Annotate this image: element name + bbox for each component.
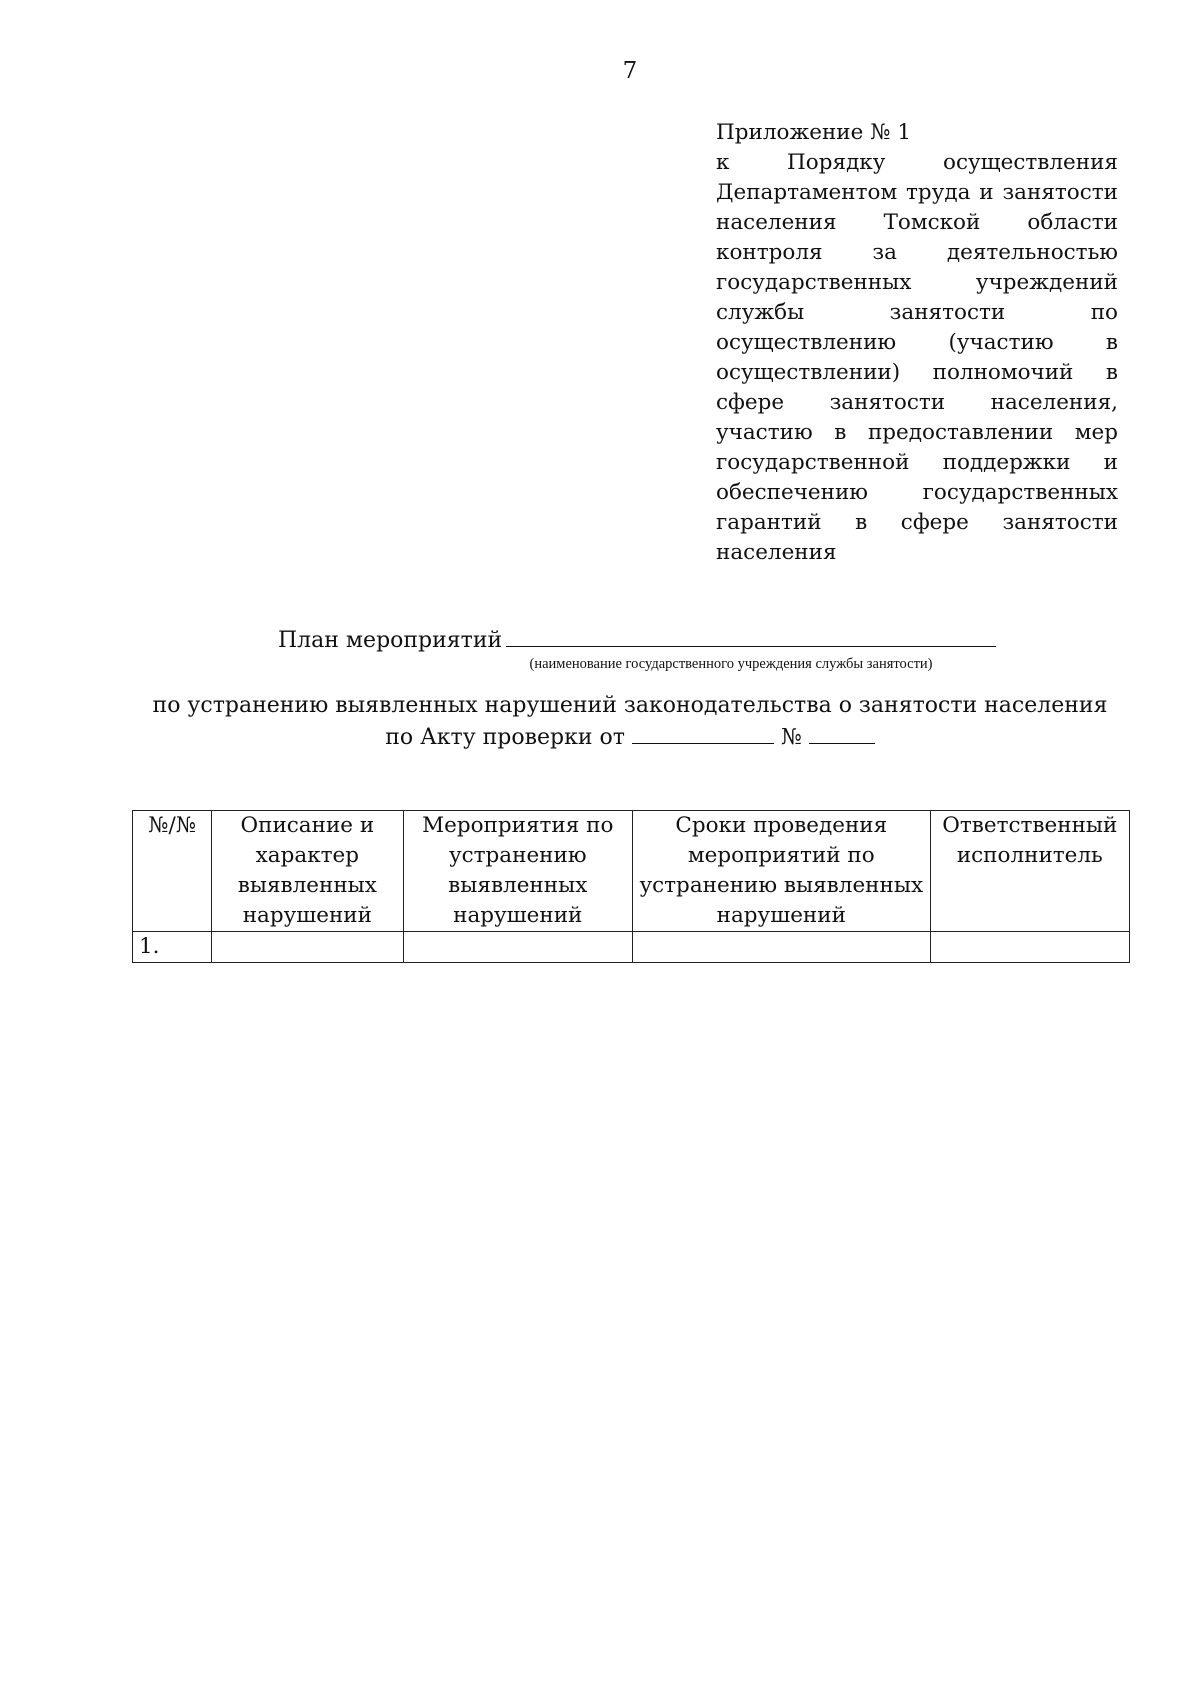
header-description: Описание и характер выявленных нарушений [212, 811, 403, 932]
cell-description [212, 932, 403, 963]
appendix-body: к Порядку осуществления Департаментом труда и занятости населения Томской области контроля за деятельностью государственных учреждений службы занятости по осуществлению (участию в осуществлении) полномочий в сфере занятости населения, участию в предоставлении мер государственной поддержки и обеспечению государственных гарантий в сфере занятости населения [716, 150, 1118, 565]
header-number: №/№ [133, 811, 212, 932]
appendix-title: Приложение № 1 [716, 120, 912, 145]
cell-number: 1. [133, 932, 212, 963]
plan-subtitle [0, 690, 1200, 754]
plan-title: План мероприятий [278, 628, 503, 653]
org-name-blank [506, 628, 996, 647]
act-number-blank [809, 723, 875, 744]
cell-responsible [930, 932, 1129, 963]
subtitle-line-1: по устранению выявленных нарушений законодательства о занятости населения [152, 693, 1108, 718]
header-measures: Мероприятия по устранению выявленных нарушений [403, 811, 632, 932]
act-prefix: по Акту проверки от [385, 725, 625, 750]
act-date-blank [632, 723, 774, 744]
page-number: 7 [622, 58, 638, 84]
table-row [133, 932, 1130, 963]
header-deadlines: Сроки проведения мероприятий по устранению выявленных нарушений [632, 811, 930, 932]
plan-title-line [278, 628, 996, 653]
cell-measures [403, 932, 632, 963]
plan-table [132, 810, 1130, 963]
org-name-caption: (наименование государственного учреждения службы занятости) [529, 656, 933, 672]
header-responsible: Ответственный исполнитель [930, 811, 1129, 932]
cell-deadlines [632, 932, 930, 963]
appendix-block [716, 118, 1118, 568]
table-header-row [133, 811, 1130, 932]
act-number-sign: № [780, 725, 802, 750]
subtitle-line-2 [0, 722, 1200, 754]
